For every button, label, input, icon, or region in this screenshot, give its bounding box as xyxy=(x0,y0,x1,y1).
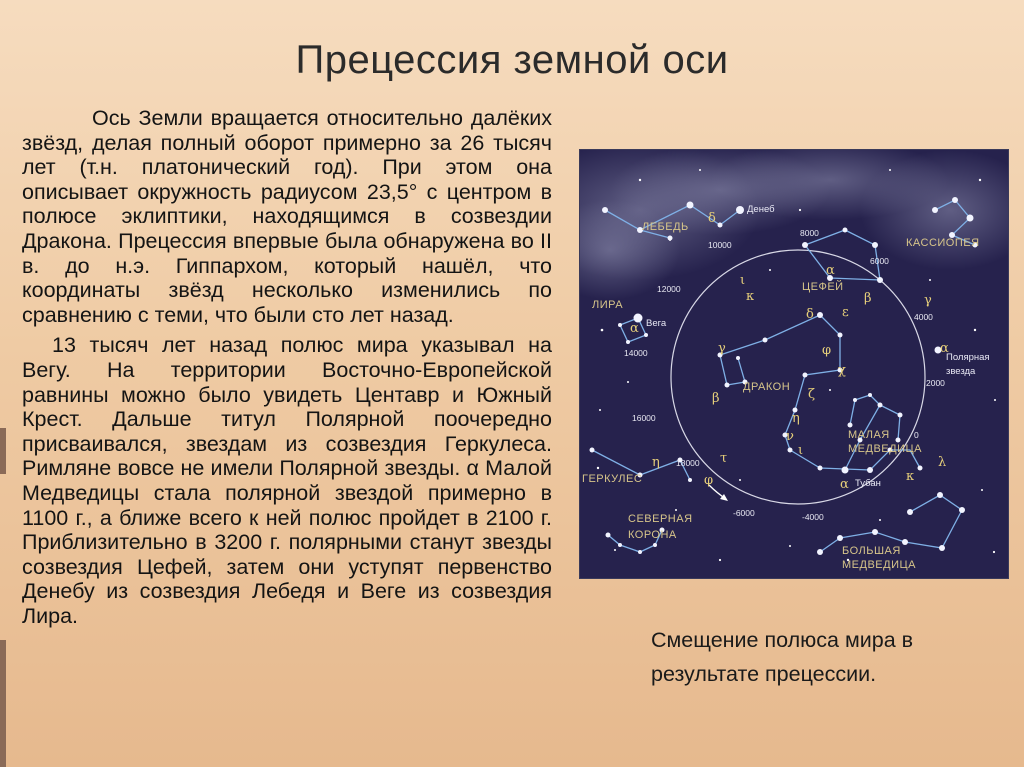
greek-nu: ν xyxy=(786,429,794,444)
greek-iota: ι xyxy=(740,273,746,288)
figure-caption: Смещение полюса мира в результате прецессии. xyxy=(651,628,914,686)
greek-zeta: ζ xyxy=(808,387,816,402)
label-cygnus: ЛЕБЕДЬ xyxy=(642,221,689,233)
label-ursa-minor-line2: МЕДВЕДИЦА xyxy=(848,443,922,455)
label-thuban: Тубан xyxy=(855,478,881,489)
slide-title: Прецессия земной оси xyxy=(295,38,729,82)
label-polaris-line1: Полярная xyxy=(946,352,990,363)
year-18000: 18000 xyxy=(676,458,700,468)
year-12000: 12000 xyxy=(657,284,681,294)
greek-alpha-ursae-minoris: α xyxy=(940,341,949,356)
greek-eta-draconis: η xyxy=(792,411,800,426)
label-deneb: Денеб xyxy=(747,204,775,215)
star-map-figure xyxy=(580,150,1008,578)
body-text xyxy=(22,106,552,628)
greek-gamma-draconis: γ xyxy=(718,341,726,356)
label-corona-line1: СЕВЕРНАЯ xyxy=(628,513,693,525)
year-minus-4000: -4000 xyxy=(802,512,824,522)
greek-delta-cygni: δ xyxy=(708,211,716,226)
label-cepheus: ЦЕФЕЙ xyxy=(802,281,844,293)
year-2000: 2000 xyxy=(926,378,945,388)
label-ursa-major-line2: МЕДВЕДИЦА xyxy=(842,559,916,571)
star-map xyxy=(580,150,1008,578)
label-corona-line2: КОРОНА xyxy=(628,529,677,541)
label-ursa-minor-line1: МАЛАЯ xyxy=(848,429,890,441)
greek-beta-cephei: β xyxy=(864,291,872,306)
greek-phi-herculis: φ xyxy=(704,473,714,488)
label-hercules: ГЕРКУЛЕС xyxy=(582,473,643,485)
year-16000: 16000 xyxy=(632,413,656,423)
label-draco: ДРАКОН xyxy=(743,381,791,393)
greek-tau: τ xyxy=(720,451,728,466)
greek-kappa-draconis: κ xyxy=(906,469,915,484)
year-4000: 4000 xyxy=(914,312,933,322)
year-0: 0 xyxy=(914,430,919,440)
greek-delta-draconis: δ xyxy=(806,307,814,322)
greek-chi: χ xyxy=(838,363,846,378)
label-polaris-line2: звезда xyxy=(946,366,976,377)
paragraph-2: 13 тысяч лет назад полюс мира указывал на Вегу. На территории Восточно-Европейской равнины можно было увидеть Центавр и Южный Крест. Дальше титул Полярной поочередно присваивался, звездам из созвездия Геркулеса. Римляне вовсе не имели Полярной звезды. α Малой Медведицы стала полярной звездой примерно в 1100 г., а ближе всего к ней полюс пройдет в 2100 г. Приблизительно в 3200 г. полярными станут звезды созвездия Цефей, затем они уступят первенство Денебу из созвездия Лебедя и Веге из созвездия Лира. xyxy=(22,333,552,628)
label-lyra: ЛИРА xyxy=(592,299,624,311)
greek-alpha-lyrae: α xyxy=(630,321,639,336)
year-8000: 8000 xyxy=(800,228,819,238)
greek-beta-draconis: β xyxy=(712,391,720,406)
label-cassiopeia: КАССИОПЕЯ xyxy=(906,237,980,249)
greek-alpha-cephei: α xyxy=(826,263,835,278)
slide-edge-mark-top xyxy=(0,428,6,474)
year-10000: 10000 xyxy=(708,240,732,250)
label-ursa-major-line1: БОЛЬШАЯ xyxy=(842,545,901,557)
slide-edge-mark-bottom xyxy=(0,640,6,767)
greek-lambda: λ xyxy=(938,455,947,470)
year-minus-6000: -6000 xyxy=(733,508,755,518)
year-6000: 6000 xyxy=(870,256,889,266)
greek-kappa: κ xyxy=(746,289,755,304)
greek-phi: φ xyxy=(822,343,832,358)
greek-alpha-draconis: α xyxy=(840,477,849,492)
greek-gamma-cephei: γ xyxy=(924,293,932,308)
label-vega: Вега xyxy=(646,318,667,329)
greek-eta-herculis: η xyxy=(652,455,660,470)
paragraph-1: Ось Земли вращается относительно далёких звёзд, делая полный оборот примерно за 26 тысяч лет (т.н. платонический год). При этом она описывает окружность радиусом 23,5° с центром в полюсе эклиптики, находящимся в созвездии Дракона. Прецессия впервые была обнаружена во II в. до н.э. Гиппархом, который нашёл, что координаты звёзд несколько изменились по сравнению с теми, что были сто лет назад. xyxy=(22,106,552,327)
greek-epsilon: ε xyxy=(842,305,849,320)
year-14000: 14000 xyxy=(624,348,648,358)
greek-iota-draconis: ι xyxy=(798,443,804,458)
